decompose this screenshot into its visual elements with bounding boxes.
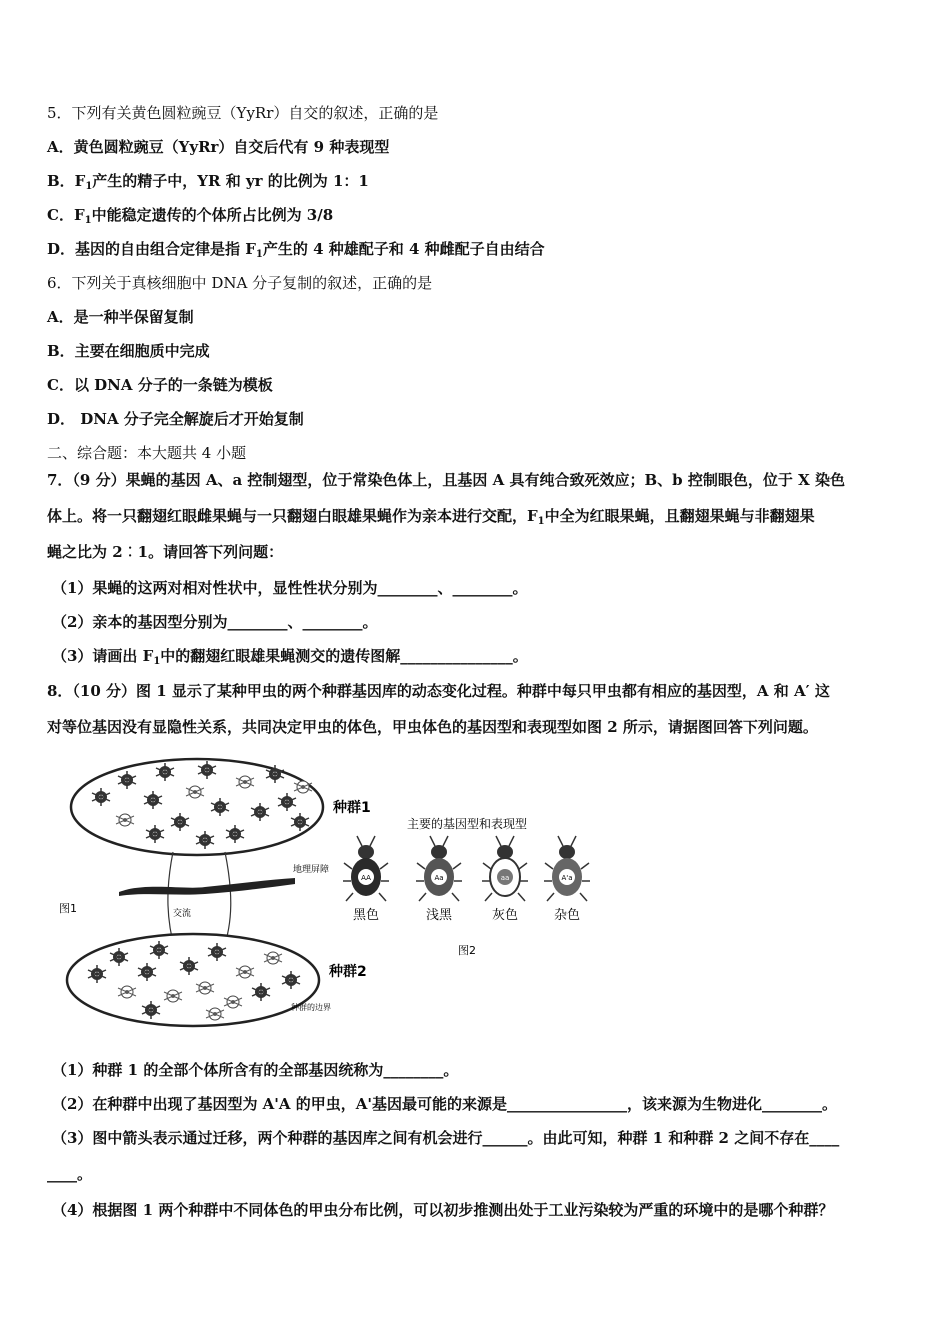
population-2-ellipse [67, 934, 319, 1026]
section-heading: 二、综合题：本大题共 4 小题 [47, 444, 247, 462]
q8-part-3: （3）图中箭头表示通过迁移，两个种群的基因库之间有机会进行______。由此可知，种群 1 和种群 2 之间不存在____ [52, 1129, 840, 1147]
population-2-label: 种群2 [329, 964, 367, 980]
q6-option-a: A．是一种半保留复制 [47, 308, 194, 326]
q7-line-3: 蝇之比为 2︰1。请回答下列问题： [47, 543, 284, 561]
figure-1-label: 图1 [59, 902, 77, 915]
beetle-aa-gray [482, 836, 528, 923]
beetle-aa-mottled [544, 836, 590, 923]
q5-option-d: D．基因的自由组合定律是指 $F_1$产生的 4 种雄配子和 4 种雌配子自由结合 [47, 240, 545, 260]
figure-2-label: 图2 [458, 944, 476, 957]
q7-part-1: （1）果蝇的这两对相对性状中，显性性状分别为________、________。 [52, 579, 528, 597]
q5-option-c: C．$F_1$中能稳定遗传的个体所占比例为 3/8 [47, 206, 334, 226]
q7-part-3: （3）请画出 $F_1$中的翻翅红眼雄果蝇测交的遗传图解_______________。 [52, 647, 528, 667]
beetle-phenotype: 灰色 [491, 908, 519, 923]
exchange-label: 交流 [173, 909, 192, 919]
boundary-label: 种群的边界 [291, 1003, 331, 1012]
q8-line-1: 8．（10 分）图 1 显示了某种甲虫的两个种群基因库的动态变化过程。种群中每只甲虫都有相应的基因型，A 和 A′ 这 [47, 682, 830, 700]
beetle-genotype: A'a [561, 874, 573, 882]
q7-line-2: 体上。将一只翻翅红眼雌果蝇与一只翻翅白眼雄果蝇作为亲本进行交配，$F_1$中全为红眼果蝇，且翻翅果蝇与非翻翅果 [47, 507, 815, 527]
q5-option-a: A．黄色圆粒豌豆（YyRr）自交后代有 9 种表现型 [47, 138, 390, 156]
q7-line-1: 7．（9 分）果蝇的基因 A、a 控制翅型，位于常染色体上，且基因 A 具有纯合致死效应；B、b 控制眼色，位于 X 染色 [47, 471, 845, 489]
beetle-phenotype: 杂色 [553, 908, 581, 923]
q8-part-4: （4）根据图 1 两个种群中不同体色的甲虫分布比例，可以初步推测出处于工业污染较为严重的环境中的是哪个种群？ [52, 1201, 834, 1219]
beetle-aa-light-black [416, 836, 462, 923]
population-1-label: 种群1 [333, 800, 371, 816]
barrier-label: 地理屏障 [293, 865, 330, 875]
q7-part-2: （2）亲本的基因型分别为________、________。 [52, 613, 378, 631]
q8-part-2: （2）在种群中出现了基因型为 A'A 的甲虫，A'基因最可能的来源是________________，该来源为生物进化________。 [52, 1095, 837, 1113]
q6-option-d: D． DNA 分子完全解旋后才开始复制 [47, 410, 304, 428]
q5-stem: 5．下列有关黄色圆粒豌豆（YyRr）自交的叙述，正确的是 [47, 104, 439, 122]
q5-option-b: B．$F_1$产生的精子中，YR 和 yr 的比例为 1：1 [47, 172, 369, 192]
figure-2-title: 主要的基因型和表现型 [407, 817, 528, 831]
beetle-phenotype: 浅黑 [425, 908, 453, 923]
figure-beetle-populations [55, 752, 615, 1032]
beetle-genotype: AA [361, 874, 371, 882]
q8-line-2: 对等位基因没有显隐性关系，共同决定甲虫的体色，甲虫体色的基因型和表现型如图 2 所示，请据图回答下列问题。 [47, 718, 818, 736]
geographic-barrier [119, 878, 295, 896]
beetle-phenotype: 黑色 [352, 908, 380, 923]
q8-part-1: （1）种群 1 的全部个体所含有的全部基因统称为________。 [52, 1061, 459, 1079]
q6-stem: 6．下列关于真核细胞中 DNA 分子复制的叙述，正确的是 [47, 274, 433, 292]
beetle-genotype: aa [500, 874, 510, 882]
q6-option-c: C．以 DNA 分子的一条链为模板 [47, 376, 273, 394]
q6-option-b: B．主要在细胞质中完成 [47, 342, 210, 360]
beetle-aa-black [343, 836, 389, 923]
beetle-genotype: Aa [434, 874, 444, 882]
q8-part-3-continued: ____。 [47, 1165, 93, 1183]
